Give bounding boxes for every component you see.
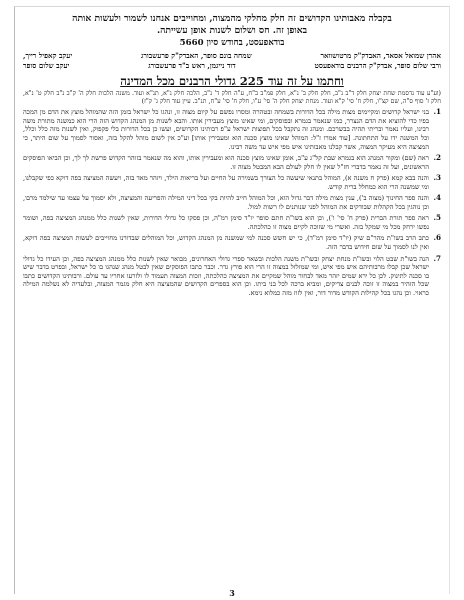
document-page	[14, 6, 450, 594]
paragraph-text: הנה בשו"ת שבט הלוי ובשו"ת מנחת יצחק ובשו"ת משנה הלכות ובשאר ספרי גדולי האחרונים, מבואר שאין לשנות כלל ממנהג המציצה בפה, וכן העידו כל גדולי ישראל שכן קבלו מרבותיהם איש מפי איש, ומי שמזלזל במצוה זו הרי הוא פורץ גדר. וכבר כתבו הפוסקים שאין לבטל מנהג שנהגו בו כל ישראל, ובפרט בדבר שיש בו סכנה לתינוק. לכן כל ירא שמים יזהר מאד לבחור מוהל שמקיים את המציצה כהלכתה, וזכות המצוה תעמוד לו ולזרעו אחריו עד עולם. ורבותינו הקדושים כתבו שכל הזהיר במצוה זו זוכה לבנים צדיקים, ומביא ברכה לכל בני ביתו. וכן הוא בספרים הקדושים שהמציצה היא חלק מגמר המצוה, ובלעדיה לא נשלמה המילה כראוי. וכן נהגו בכל קהילות הקודש מדור דור, ואין לזוז מזה כמלוא נימא.	[23, 254, 429, 297]
paragraph-number: 5.	[433, 213, 441, 223]
signature: ורבי שלום סופר, אבדק"ק הרבנים בודאפעסט	[314, 60, 441, 70]
signature: שמחה בונם סופר, האבדק"ק פרעשבורג	[141, 51, 252, 60]
paragraph-text: והנה בבא קמא (פרק ח משנה א), המוהל בתנאי שיעשה כל הצורך בשמירה על החיים ועל בריאות הילד, ויזהר מאד בזה, ויעשה המציצה בפה דוקא כפי שקבלנו, ומי שמשנה הרי הוא כמחלל ברית קודש.	[23, 174, 429, 191]
signature: יעקב שלום סופר	[23, 60, 70, 70]
paragraph	[23, 214, 441, 231]
paragraph-text: בני ישראל קדושים ומקיימים מצות מילה בכל הדורות בשמחה ובטהרה ומסרו נפשם על קיום מצוה זו, ונהגו כל ישראל בזמן הזה שהמוהל מוצץ את הדם מן המכה בפיו כדי להוציא את הדם הנצרר, כמו שנאמר בגמרא ובפוסקים, ומי שאינו מוצץ מעבירין אותו. והבא לשנות מן המנהג הקדוש הזה הרי הוא כמשנה מתורת משה רבינו, ועליו נאמר ובריתי תהיה בבשרכם. ומנהג זה נתקבל בכל תפוצות ישראל ע"פ רבותינו הקדושים, ועשו כן בכל הדורות בלי פקפוק, ואין לשנות מזה כלל וכלל, וכל המשנה ידו על התחתונה. [עוד אמרו ז"ל: המוהל שאינו מוצץ סכנה הוא ומעבירין אותו] וע"כ אין לשום מוהל להקל בזה, ואסור לסמוך על שום היתר, כי המציצה היא מעיקר המצוה, אשר קבלנו מאבותינו איש מפי איש עד משה רבינו.	[23, 108, 429, 151]
page-number: 3	[229, 588, 235, 598]
paragraph-number: 7.	[433, 253, 441, 263]
paragraph-text: כתב הרב בשו"ת מהר"ם שיק (יו"ד סימן רמ"ד), כי יש חשש סכנה למי שמשנה מן המנהג הקדוש, וכל המוהלים שבדורנו מחוייבים לעשות המציצה בפה דוקא, ואין לנו לסמוך על שום חידוש בדבר הזה.	[23, 234, 429, 252]
paragraph	[23, 174, 441, 191]
signature: יעקב קאפיל רייך,	[23, 51, 73, 60]
paragraph	[23, 108, 441, 151]
paragraph	[23, 154, 441, 171]
paragraph-text: ראה (שם) ומקור המנהג הוא בגמרא שבת קל"ג ע"ב, אומן שאינו מוצץ סכנה הוא ומעבירין אותו, והוא מה שנאמר בזוהר הקדוש פרשת לך לך, וכן הביאו הפוסקים הראשונים, ועל זה נאמר בדברי חז"ל שאין לו חלק לעולם הבא המבטל מצוה זו.	[23, 154, 429, 171]
signature: אהרן שמואל אסאד, האבדק"ק מרטושוואר	[320, 51, 441, 60]
paragraph-text: והנה ספר החינוך (מצוה ב'), ענין מצות מילה דבר גדול הוא, וכל המוהל חייב להיות בקי בכל דיני המילה והפריעה והמציצה, ולא יסמוך על עצמו עד שילמד מרבו, וכן נוהגין בכל הקהלות שבודקים את המוהל לפני שנותנים לו רשות למול.	[23, 194, 429, 211]
paragraph-number: 1.	[433, 107, 441, 117]
signature-row-2	[23, 61, 441, 71]
paragraph-number: 6.	[433, 233, 441, 243]
header-line-2: באופן זה. חס ושלום לשנות אופן עשייתה.	[156, 24, 308, 36]
signature: דוד נייגמן, ראש ב"ד פרעשבורג	[148, 60, 236, 70]
paragraph-number: 4.	[433, 193, 441, 203]
paragraph-number: 3.	[433, 173, 441, 183]
sub-note: (וע"ע עוד נדסמת שחת יצחק חלק ד"ב נ"ב, חלק חלק ב' נ"א, חלק פמ"ב ב"ח, ע"ה חלק ד' נ"ב, הלכה חלק נ"א, תנ"א ועוד. משנה הלכות חלק ה' ק"ב נ"ב חלק ט' נ"א, חלק ז' סוף ס"ה, שם קצ"ו, חלק ח' סי' ק"א ועוד. מנחת יצחק חלק ה' סי' ע"ו, חלק ח' סי' ע"ח, תנ"ב. עיין עוד חלק ג' ק"ז)	[23, 90, 441, 106]
signature-row-1	[23, 51, 441, 61]
header-line-1: בקבלה מאבותינו הקדושים זה חלק מחלקי מהמצוה, ומחוייבים אנחנו לשמור ולעשות אותה	[72, 13, 392, 24]
paragraph	[23, 255, 441, 298]
paragraph	[23, 194, 441, 211]
city-date: בודאפעסט, בחודש סיון 5660	[179, 38, 285, 48]
paragraph-text: ראה ספר תורת הברית (פרק ח' סי' ו'), וכן הוא בשו"ת חתם סופר יו"ד סימן רמ"ה, וכן פסקו כל גדולי הדורות, שאין לשנות כלל ממנהג המציצה בפה, ושומר נפשו ירחק מכל מי שמקל בזה. ואשרי מי שזוכה לקיים מצוה זו כהלכתה.	[23, 214, 429, 231]
paragraph	[23, 234, 441, 251]
paragraph-number: 2.	[433, 153, 441, 163]
main-title: וחתמו על זה עוד 225 גדולי הרבנים מכל המדינה	[120, 74, 344, 89]
